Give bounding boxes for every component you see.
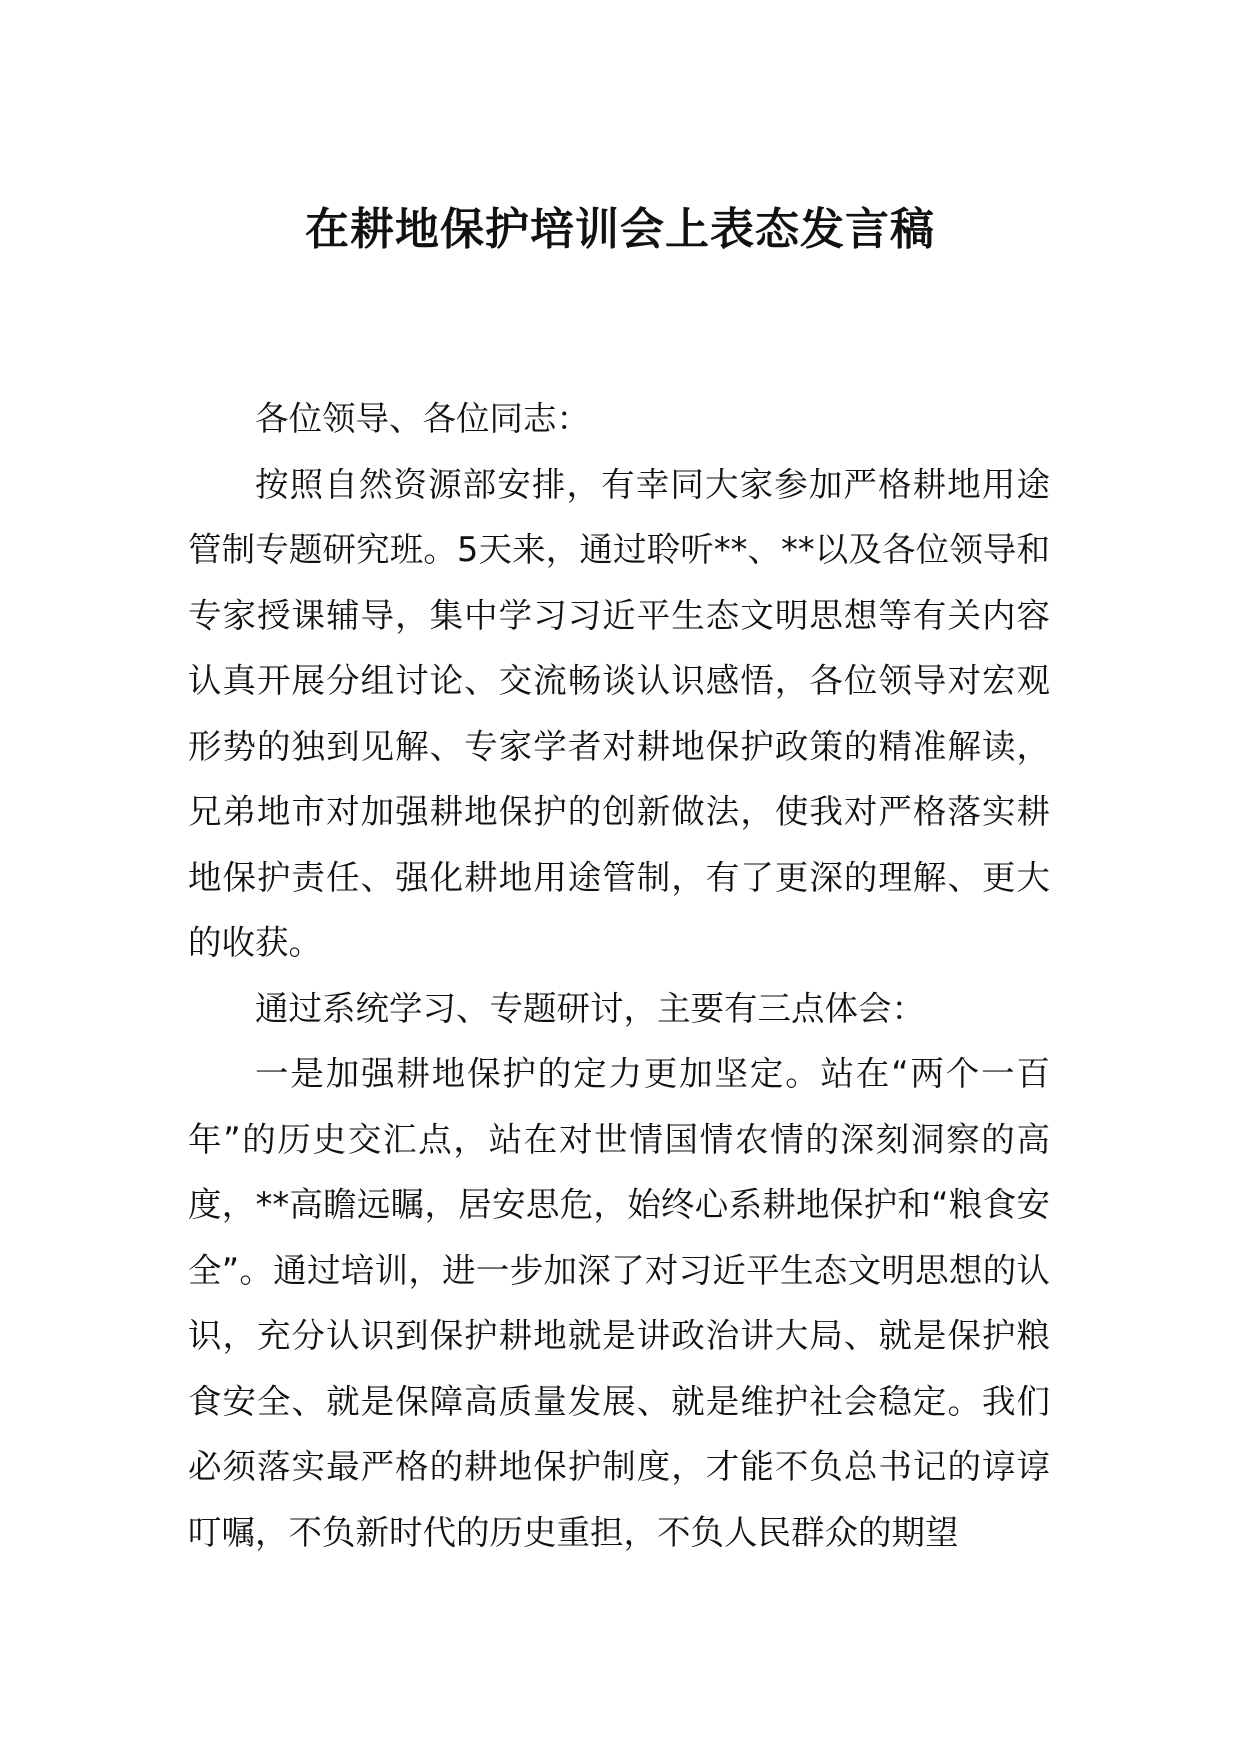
point-one-paragraph: 一是加强耕地保护的定力更加坚定。站在“两个一百年”的历史交汇点，站在对世情国情农情的深刻洞察的高度，**高瞻远瞩，居安思危，始终心系耕地保护和“粮食安全”。通过培训，进一步加深了对习近平生态文明思想的认识，充分认识到保护耕地就是讲政治讲大局、就是保护粮食安全、就是保障高质量发展、就是维护社会稳定。我们必须落实最严格的耕地保护制度，才能不负总书记的谆谆叮嘱，不负新时代的历史重担，不负人民群众的期望 bbox=[188, 1054, 1050, 1552]
document-title: 在耕地保护培训会上表态发言稿 bbox=[305, 204, 935, 255]
intro-paragraph: 按照自然资源部安排，有幸同大家参加严格耕地用途管制专题研究班。5天来，通过聆听**、**以及各位领导和专家授课辅导，集中学习习近平生态文明思想等有关内容认真开展分组讨论、交流畅谈认识感悟，各位领导对宏观形势的独到见解、专家学者对耕地保护政策的精准解读，兄弟地市对加强耕地保护的创新做法，使我对严格落实耕地保护责任、强化耕地用途管制，有了更深的理解、更大的收获。 bbox=[188, 464, 1050, 962]
summary-paragraph: 通过系统学习、专题研讨，主要有三点体会： bbox=[255, 988, 925, 1028]
document-body bbox=[188, 386, 1050, 1565]
salutation-paragraph: 各位领导、各位同志： bbox=[255, 399, 590, 438]
